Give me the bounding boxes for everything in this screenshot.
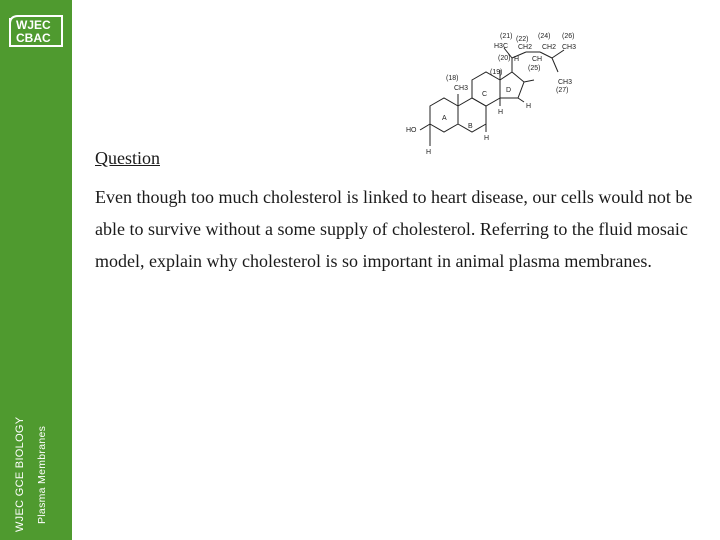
mol-label: (24) bbox=[538, 33, 551, 40]
mol-label: CH2 bbox=[518, 44, 533, 51]
sidebar bbox=[0, 0, 72, 540]
mol-label: CH2 bbox=[542, 44, 557, 51]
mol-label: D bbox=[506, 87, 512, 94]
mol-label: (21) bbox=[500, 33, 513, 40]
mol-label: H bbox=[514, 56, 520, 63]
logo-line-1: WJEC bbox=[16, 18, 51, 32]
mol-label: CH3 bbox=[558, 79, 573, 86]
question-body: Even though too much cholesterol is linked to heart disease, our cells would not be able to survive without a some supply of cholesterol. Referring to the fluid mosaic model, explain why cholesterol is so important in animal plasma membranes. bbox=[95, 187, 693, 271]
mol-label: C bbox=[482, 91, 488, 98]
wjec-logo bbox=[8, 10, 64, 50]
mol-label: HO bbox=[406, 127, 417, 134]
mol-label: (20) bbox=[498, 55, 511, 62]
mol-label: H bbox=[426, 149, 432, 156]
mol-label: (27) bbox=[556, 87, 569, 94]
logo-line-2: CBAC bbox=[16, 31, 51, 45]
mol-label: H bbox=[526, 103, 532, 110]
mol-label: (19) bbox=[490, 69, 503, 76]
mol-label: H bbox=[484, 135, 490, 142]
mol-label: (26) bbox=[562, 33, 575, 40]
mol-label: H3C bbox=[494, 43, 509, 50]
mol-label: CH3 bbox=[562, 44, 577, 51]
mol-label: (25) bbox=[528, 65, 541, 72]
mol-label: H bbox=[498, 109, 504, 116]
course-label: WJEC GCE BIOLOGY bbox=[14, 416, 26, 532]
topic-label: Plasma Membranes bbox=[36, 425, 48, 524]
mol-label: (22) bbox=[516, 36, 529, 43]
ring-c bbox=[472, 72, 500, 106]
question-heading: Question bbox=[95, 148, 160, 168]
mol-label: CH3 bbox=[454, 85, 469, 92]
ring-d bbox=[500, 72, 524, 98]
cholesterol-structure bbox=[400, 28, 590, 156]
mol-label: A bbox=[442, 115, 447, 122]
mol-label: B bbox=[468, 123, 473, 130]
mol-label: (18) bbox=[446, 75, 459, 82]
mol-label: CH bbox=[532, 56, 543, 63]
